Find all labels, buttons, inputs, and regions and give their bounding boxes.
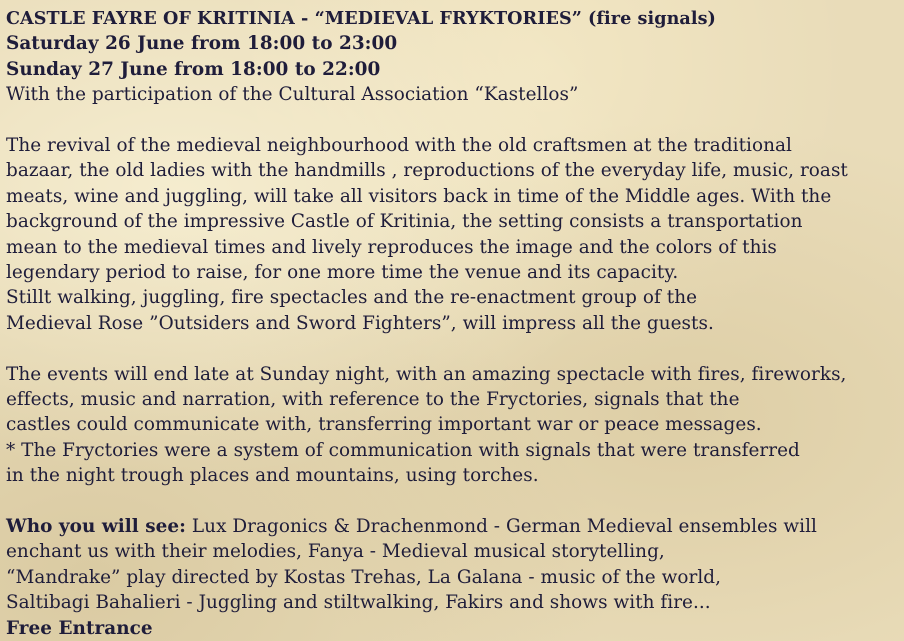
paragraph-line: mean to the medieval times and lively reproduces the image and the colors of this (6, 236, 777, 258)
performers-line: enchant us with their melodies, Fanya - Medieval musical storytelling, (6, 541, 665, 563)
paragraph-line: Stillt walking, juggling, fire spectacles and the re-enactment group of the (6, 287, 698, 309)
free-entrance: Free Entrance (6, 617, 153, 639)
paragraph-line: The revival of the medieval neighbourhood with the old craftsmen at the traditional (6, 135, 792, 157)
paragraph-line: background of the impressive Castle of Kritinia, the setting consists a transportation (6, 211, 803, 233)
paragraph-line: effects, music and narration, with reference to the Fryctories, signals that the (6, 389, 740, 411)
paragraph-line: legendary period to raise, for one more time the venue and its capacity. (6, 262, 679, 284)
date-sunday: Sunday 27 June from 18:00 to 22:00 (6, 58, 381, 80)
spacer (6, 336, 898, 361)
paragraph-line: meats, wine and juggling, will take all visitors back in time of the Middle ages. With the (6, 185, 832, 207)
performers-line: Saltibagi Bahalieri - Juggling and stiltwalking, Fakirs and shows with fire... (6, 592, 711, 614)
date-saturday: Saturday 26 June from 18:00 to 23:00 (6, 33, 398, 55)
paragraph-line: castles could communicate with, transferring important war or peace messages. (6, 414, 762, 436)
spacer (6, 489, 898, 514)
performers-first-line (6, 514, 898, 539)
spacer (6, 108, 898, 133)
paragraph-line: * The Fryctories were a system of communication with signals that were transferred (6, 439, 800, 461)
event-title: CASTLE FAYRE OF KRITINIA - “MEDIEVAL FRYKTORIES” (fire signals) (6, 8, 716, 29)
performers-text: Lux Dragonics & Drachenmond - German Medieval ensembles will (186, 516, 817, 538)
paragraph-revival (6, 133, 898, 336)
performers-label: Who you will see: (6, 516, 187, 538)
paragraph-line: Medieval Rose ”Outsiders and Sword Fighters”, will impress all the guests. (6, 312, 714, 334)
paragraph-line: The events will end late at Sunday night, with an amazing spectacle with fires, fireworks, (6, 363, 847, 385)
performers-section (6, 514, 898, 616)
performers-line: “Mandrake” play directed by Kostas Trehas, La Galana - music of the world, (6, 566, 721, 588)
paragraph-line: bazaar, the old ladies with the handmills , reproductions of the everyday life, music, roast (6, 160, 848, 182)
paragraph-line: in the night trough places and mountains, using torches. (6, 465, 539, 487)
participation-line: With the participation of the Cultural Association “Kastellos” (6, 84, 579, 106)
paragraph-finale (6, 362, 898, 489)
